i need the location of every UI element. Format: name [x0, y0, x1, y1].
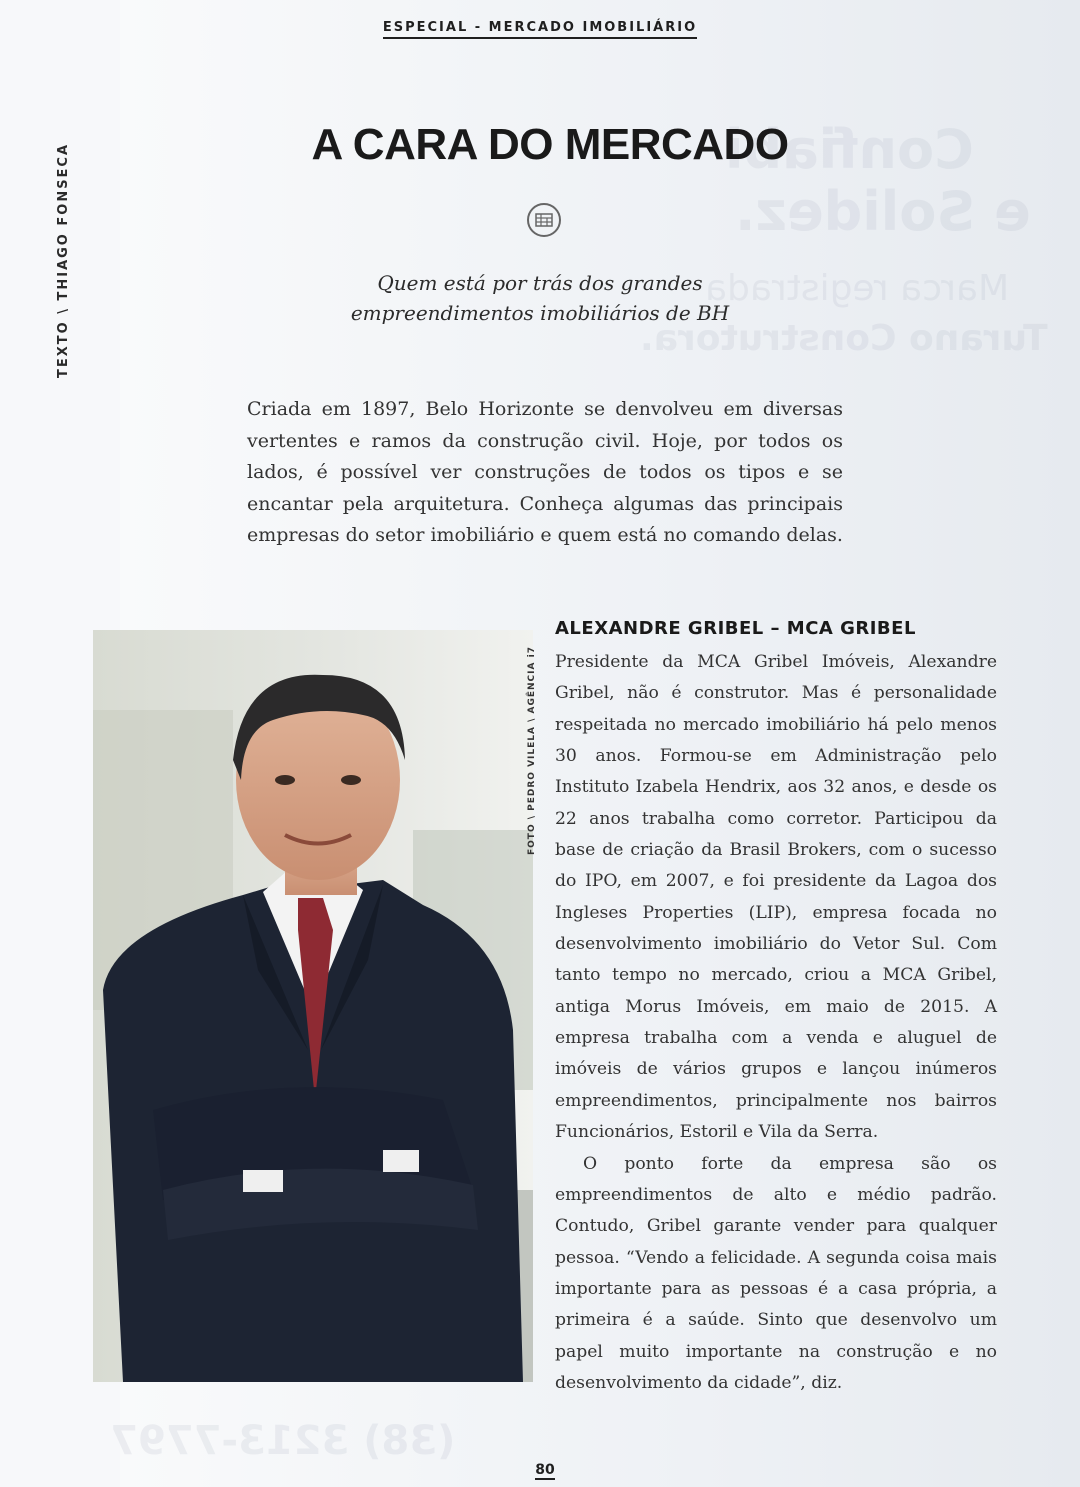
subtitle-line-2: empreendimentos imobiliários de BH	[350, 301, 730, 325]
section-header	[0, 20, 1080, 35]
building-logo-icon	[527, 203, 561, 237]
section-label: ESPECIAL - MERCADO IMOBILIÁRIO	[383, 20, 697, 39]
portrait-photo	[93, 630, 533, 1382]
page-number	[0, 1462, 1080, 1478]
article-subtitle	[300, 268, 780, 328]
subtitle-line-1: Quem está por trás dos grandes	[377, 271, 703, 295]
photo-credit: FOTO \ PEDRO VILELA \ AGÊNCIA i7	[527, 646, 537, 855]
profile-paragraph-1: Presidente da MCA Gribel Imóveis, Alexandre Gribel, não é construtor. Mas é personalidade respeitada no mercado imobiliário há pelo menos 30 anos. Formou-se em Administração pelo Instituto Izabela Hendrix, aos 32 anos, e desde os 22 anos trabalha como corretor. Participou da base de criação da Brasil Brokers, com o sucesso do IPO, em 2007, e foi presidente da Lagoa dos Ingleses Properties (LIP), empresa focada no desenvolvimento imobiliário do Vetor Sul. Com tanto tempo no mercado, criou a MCA Gribel, antiga Morus Imóveis, em maio de 2015. A empresa trabalha com a venda e aluguel de imóveis de vários grupos e lançou inúmeros empreendimentos, principalmente nos bairros Funcionários, Estoril e Vila da Serra.	[555, 652, 997, 1143]
author-byline: TEXTO \ THIAGO FONSECA	[56, 142, 71, 378]
profile-heading: ALEXANDRE GRIBEL – MCA GRIBEL	[555, 618, 916, 639]
article-title: A CARA DO MERCADO	[311, 120, 789, 169]
profile-body	[555, 647, 997, 1399]
page-number-label: 80	[535, 1462, 555, 1478]
profile-paragraph-2: O ponto forte da empresa são os empreendimentos de alto e médio padrão. Contudo, Gribel garante vender para qualquer pessoa. “Vendo a felicidade. A segunda coisa mais importante para as pessoas é a casa própria, a primeira é a saúde. Sinto que desenvolvo um papel muito importante na construção e no desenvolvimento da cidade”, diz.	[555, 1153, 997, 1393]
intro-paragraph: Criada em 1897, Belo Horizonte se denvolveu em diversas vertentes e ramos da construção civil. Hoje, por todos os lados, é possível ver construções de todos os tipos e se encantar pela arquitetura. Conheça algumas das principais empresas do setor imobiliário e quem está no comando delas.	[247, 398, 843, 546]
